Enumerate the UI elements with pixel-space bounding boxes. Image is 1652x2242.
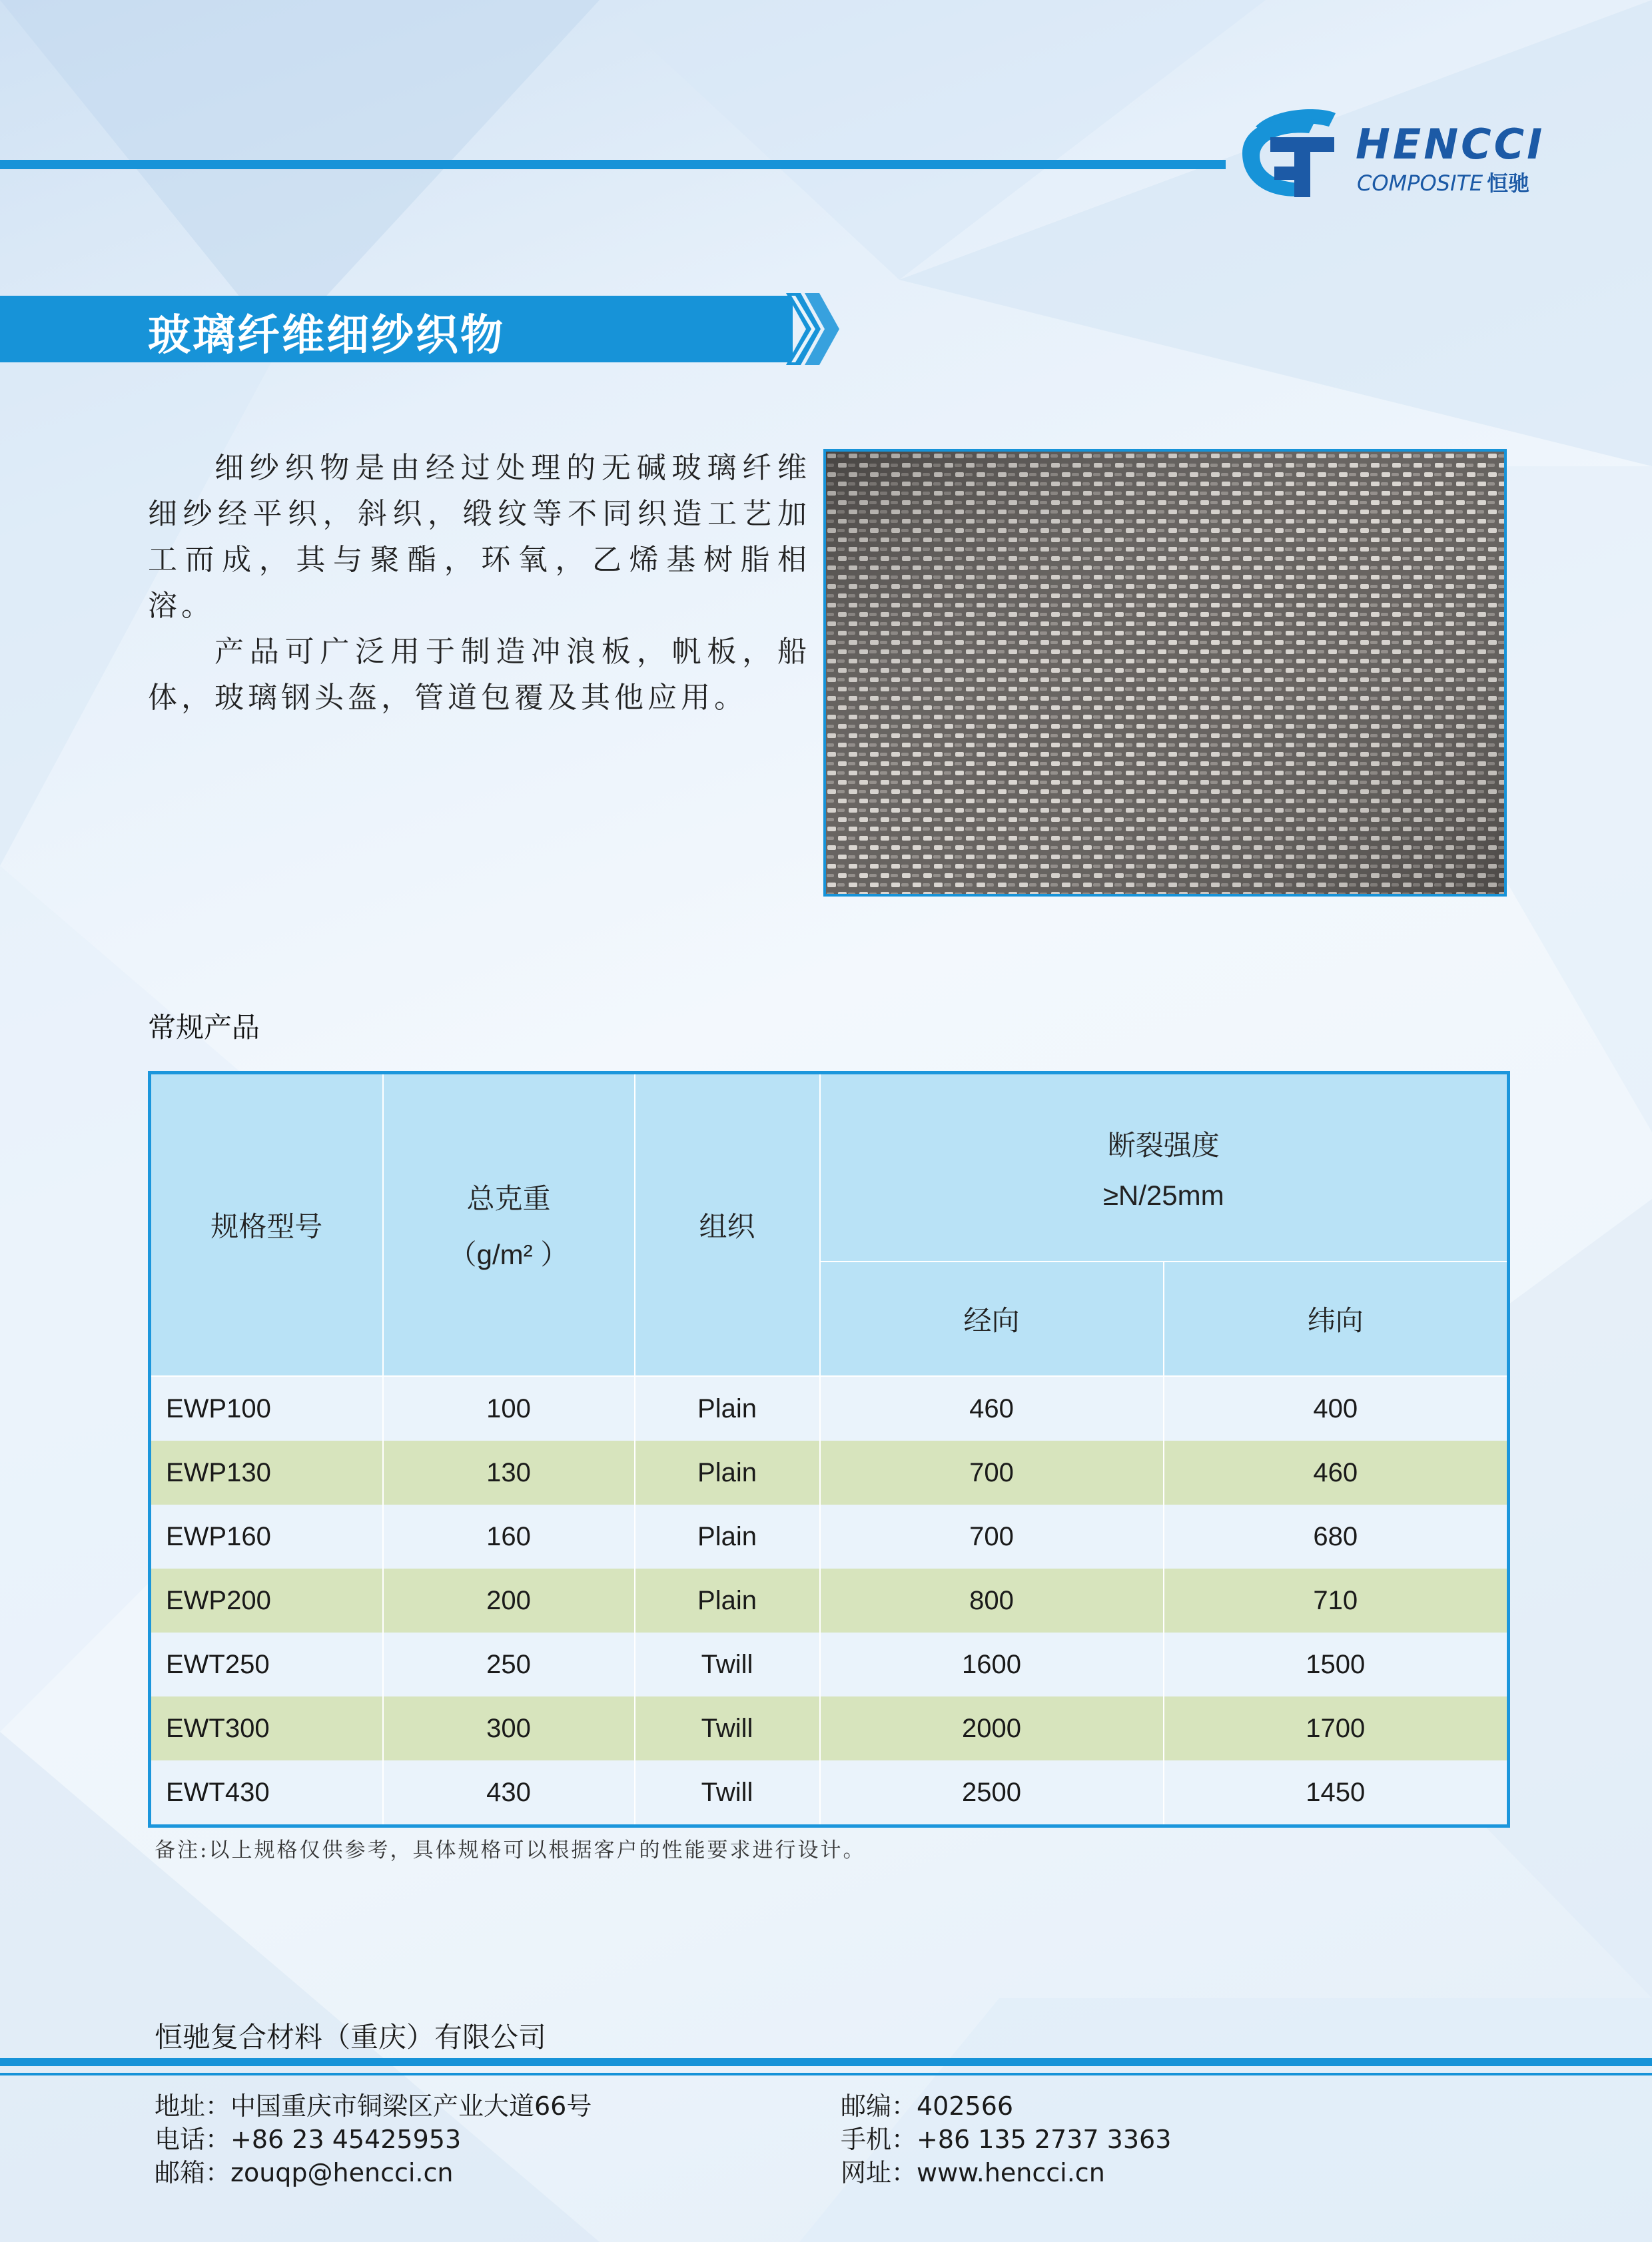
intro-paragraph: 细纱织物是由经过处理的无碱玻璃纤维细纱经平织，斜织，缎纹等不同织造工艺加工而成，其与聚酯，环氧，乙烯基树脂相溶。 <box>148 451 811 623</box>
table-row <box>150 1441 1509 1505</box>
intro-text <box>148 445 811 721</box>
phone-text: 电话：+86 23 45425953 <box>155 2125 462 2154</box>
cell-weight: 250 <box>383 1633 635 1696</box>
cell-warp: 460 <box>820 1376 1164 1441</box>
header-weft: 纬向 <box>1164 1262 1509 1376</box>
cell-weave: Twill <box>635 1696 820 1760</box>
table-row <box>150 1376 1509 1441</box>
cell-warp: 1600 <box>820 1633 1164 1696</box>
logo-sub-en: COMPOSITE <box>1357 171 1483 196</box>
cell-weight: 300 <box>383 1696 635 1760</box>
header-model: 规格型号 <box>150 1073 383 1377</box>
cell-model: EWP160 <box>150 1505 383 1569</box>
spec-table <box>148 1071 1510 1828</box>
cell-model: EWT250 <box>150 1633 383 1696</box>
footer-rule <box>0 2058 1652 2066</box>
company-logo <box>1236 100 1609 206</box>
header-strength <box>820 1073 1509 1262</box>
cell-weft: 400 <box>1164 1376 1509 1441</box>
cell-model: EWP130 <box>150 1441 383 1505</box>
cell-weight: 200 <box>383 1569 635 1633</box>
logo-wordmark: HENCCI <box>1356 120 1545 169</box>
cell-weave: Twill <box>635 1760 820 1826</box>
table-row <box>150 1760 1509 1826</box>
cell-warp: 700 <box>820 1505 1164 1569</box>
cell-weight: 130 <box>383 1441 635 1505</box>
intro-paragraph: 产品可广泛用于制造冲浪板，帆板，船体，玻璃钢头盔，管道包覆及其他应用。 <box>148 635 811 715</box>
header-weave: 组织 <box>635 1073 820 1377</box>
footer-rule-thin <box>0 2073 1652 2075</box>
table-row <box>150 1696 1509 1760</box>
company-name: 恒驰复合材料（重庆）有限公司 <box>155 2021 547 2054</box>
table-row <box>150 1505 1509 1569</box>
cell-model: EWP200 <box>150 1569 383 1633</box>
cell-weft: 460 <box>1164 1441 1509 1505</box>
fabric-photo <box>823 449 1507 897</box>
contact-right <box>841 2089 1171 2189</box>
address-text: 地址：中国重庆市铜梁区产业大道66号 <box>155 2091 592 2121</box>
cell-weave: Plain <box>635 1441 820 1505</box>
cell-weft: 710 <box>1164 1569 1509 1633</box>
cell-warp: 700 <box>820 1441 1164 1505</box>
cell-model: EWT300 <box>150 1696 383 1760</box>
chevron-right-icon <box>786 293 846 365</box>
table-heading: 常规产品 <box>148 1011 260 1044</box>
table-row <box>150 1569 1509 1633</box>
header-weight-label: 总克重 <box>466 1183 551 1214</box>
table-note: 备注:以上规格仅供参考，具体规格可以根据客户的性能要求进行设计。 <box>155 1838 866 1862</box>
header-weight <box>383 1073 635 1377</box>
logo-subtitle <box>1357 167 1529 197</box>
cell-model: EWT430 <box>150 1760 383 1826</box>
cell-weave: Plain <box>635 1569 820 1633</box>
page-title: 玻璃纤维细纱织物 <box>148 311 505 360</box>
cell-weight: 100 <box>383 1376 635 1441</box>
cell-weave: Plain <box>635 1376 820 1441</box>
header-warp: 经向 <box>820 1262 1164 1376</box>
cell-weft: 680 <box>1164 1505 1509 1569</box>
cell-warp: 800 <box>820 1569 1164 1633</box>
contact-left <box>155 2089 592 2189</box>
cell-weight: 430 <box>383 1760 635 1826</box>
woven-fabric-image <box>826 452 1504 894</box>
cell-weave: Twill <box>635 1633 820 1696</box>
cell-weft: 1500 <box>1164 1633 1509 1696</box>
cell-weft: 1700 <box>1164 1696 1509 1760</box>
cell-model: EWP100 <box>150 1376 383 1441</box>
mobile-text: 手机：+86 135 2737 3363 <box>841 2125 1172 2154</box>
header-weight-unit: （g/m² ） <box>448 1239 569 1270</box>
logo-sub-cn: 恒驰 <box>1487 171 1530 196</box>
postcode-text: 邮编：402566 <box>841 2091 1014 2121</box>
header-rule <box>0 160 1226 169</box>
header-strength-unit: ≥N/25mm <box>1102 1179 1224 1211</box>
cell-weight: 160 <box>383 1505 635 1569</box>
cell-weave: Plain <box>635 1505 820 1569</box>
website-link[interactable]: 网址：www.hencci.cn <box>841 2158 1105 2187</box>
cell-weft: 1450 <box>1164 1760 1509 1826</box>
email-link[interactable]: 邮箱：zouqp@hencci.cn <box>155 2158 454 2187</box>
cell-warp: 2000 <box>820 1696 1164 1760</box>
table-row <box>150 1633 1509 1696</box>
logo-mark-icon <box>1236 100 1342 206</box>
cell-warp: 2500 <box>820 1760 1164 1826</box>
header-strength-label: 断裂强度 <box>1107 1129 1220 1161</box>
